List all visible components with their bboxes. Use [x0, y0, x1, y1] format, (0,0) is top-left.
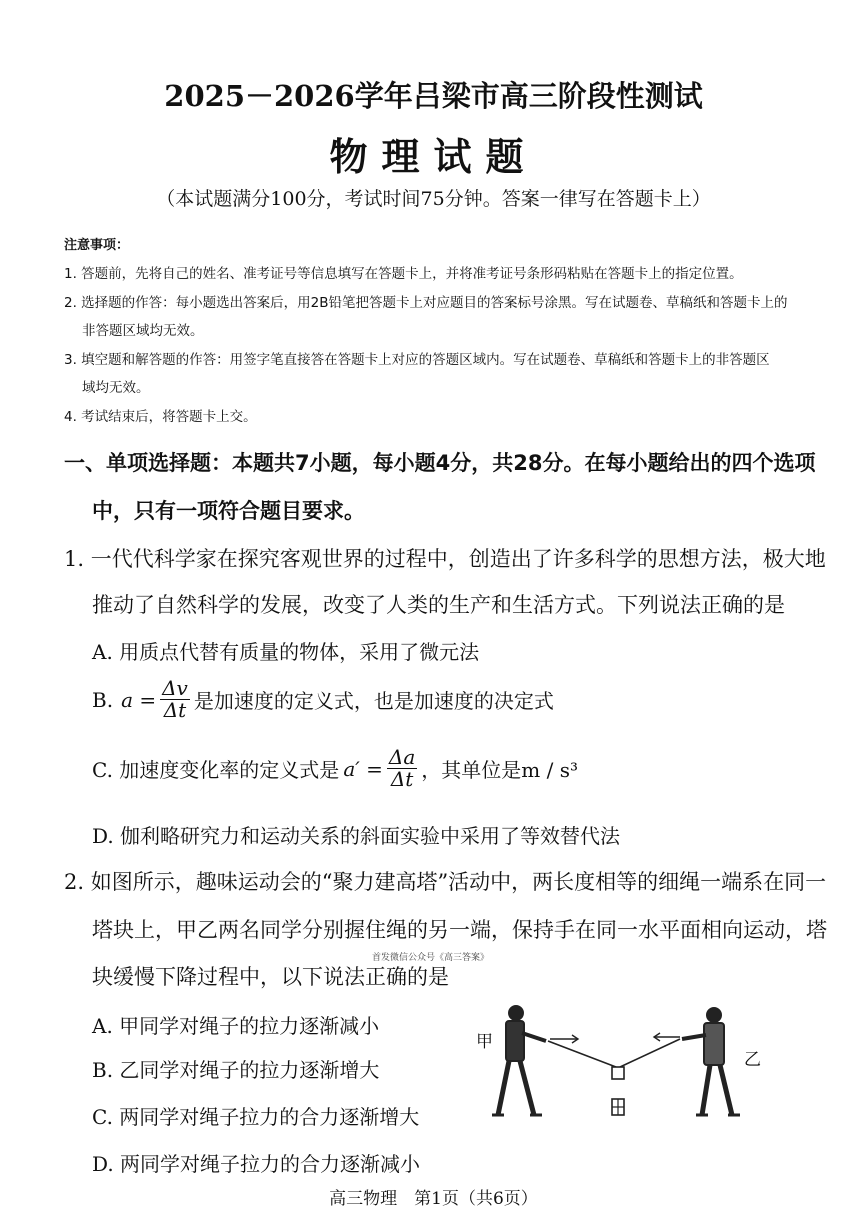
notice-item: 域均无效。 — [82, 380, 150, 396]
option-text: C. 加速度变化率的定义式是 — [92, 758, 340, 782]
option-label: B. — [92, 687, 114, 712]
subject-title: 物理试题 — [329, 134, 538, 179]
option-text: 是加速度的定义式，也是加速度的决定式 — [193, 689, 554, 713]
question-2-stem-cont: 块缓慢下降过程中，以下说法正确的是 — [92, 965, 449, 989]
notice-heading: 注意事项： — [64, 238, 130, 253]
rope-left — [548, 1041, 616, 1067]
question-1-stem: 1. 一代代科学家在探究客观世界的过程中，创造出了许多科学的思想方法，极大地 — [64, 547, 826, 571]
watermark: 首发微信公众号《高三答案》 — [372, 953, 490, 963]
fraction-denominator: Δt — [163, 698, 187, 722]
person-jia-icon — [492, 1006, 546, 1115]
notice-item: 非答题区域均无效。 — [82, 323, 204, 339]
question-1-option-b — [92, 678, 554, 721]
force-arrow-left — [550, 1035, 578, 1043]
question-1-option-c — [92, 747, 578, 790]
fraction-denominator: Δt — [390, 767, 414, 791]
section-heading-cont: 中，只有一项符合题目要求。 — [92, 499, 365, 523]
exam-info: （本试题满分100分，考试时间75分钟。答案一律写在答题卡上） — [156, 188, 711, 210]
rope-right — [620, 1039, 680, 1067]
notice-item: 2. 选择题的作答：每小题选出答案后，用2B铅笔把答题卡上对应题目的答案标号涂黑。写在试题卷、草稿纸和答题卡上的 — [64, 295, 788, 311]
figure-label-yi: 乙 — [744, 1050, 761, 1070]
fraction-numerator: Δv — [162, 676, 188, 700]
question-2-option-b: B. 乙同学对绳子的拉力逐渐增大 — [92, 1058, 380, 1082]
question-1-option-d: D. 伽利略研究力和运动关系的斜面实验中采用了等效替代法 — [92, 824, 621, 848]
force-arrow-right — [654, 1033, 680, 1041]
question-2-stem-cont: 塔块上，甲乙两名同学分别握住绳的另一端，保持手在同一水平面相向运动，塔 — [92, 918, 827, 942]
question-2-option-c: C. 两同学对绳子拉力的合力逐渐增大 — [92, 1105, 420, 1129]
notice-item: 4. 考试结束后，将答题卡上交。 — [64, 409, 257, 425]
fraction-numerator: Δa — [388, 745, 416, 769]
notice-item: 1. 答题前，先将自己的姓名、准考证号等信息填写在答题卡上，并将准考证号条形码粘贴在答题卡上的指定位置。 — [64, 266, 743, 282]
option-text: ，其单位是m / s³ — [421, 758, 578, 782]
question-1-stem-cont: 推动了自然科学的发展，改变了人类的生产和生活方式。下列说法正确的是 — [92, 593, 785, 617]
person-yi-icon — [682, 1008, 740, 1115]
tower-rope-figure — [474, 1003, 764, 1123]
question-1-option-a: A. 用质点代替有质量的物体，采用了微元法 — [92, 640, 480, 664]
formula-lhs: a′ = — [343, 756, 383, 781]
fraction — [160, 678, 190, 721]
figure-label-jia: 甲 — [476, 1032, 493, 1052]
question-2-option-d: D. 两同学对绳子拉力的合力逐渐减小 — [92, 1152, 421, 1176]
tower-block-hanging — [612, 1067, 624, 1079]
page-footer: 高三物理 第1页（共6页） — [329, 1189, 538, 1209]
question-2-stem: 2. 如图所示，趣味运动会的“聚力建高塔”活动中，两长度相等的细绳一端系在同一 — [64, 870, 827, 894]
question-2-option-a: A. 甲同学对绳子的拉力逐渐减小 — [92, 1014, 380, 1038]
exam-title: 2025－2026学年吕梁市高三阶段性测试 — [164, 79, 703, 113]
notice-item: 3. 填空题和解答题的作答：用签字笔直接答在答题卡上对应的答题区域内。写在试题卷、草稿纸和答题卡上的非答题区 — [64, 352, 770, 368]
formula-lhs: a = — [121, 687, 157, 712]
section-heading: 一、单项选择题：本题共7小题，每小题4分，共28分。在每小题给出的四个选项 — [64, 451, 816, 475]
fraction — [387, 747, 417, 790]
